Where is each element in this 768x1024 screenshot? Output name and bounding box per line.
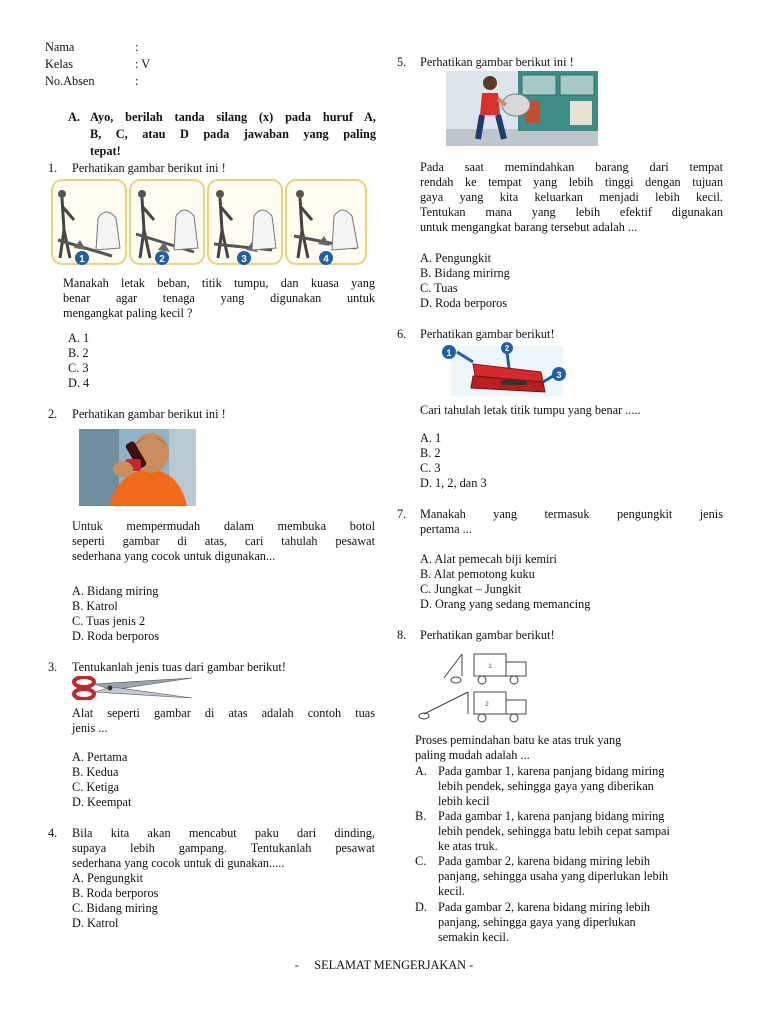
lever-panel-2 — [130, 180, 204, 264]
truck-loading-photo — [446, 71, 598, 146]
q1-prompt: Perhatikan gambar berikut ini ! — [72, 161, 226, 175]
truck-label-1: 1 — [488, 664, 492, 670]
q4-text-line-3: sederhana yang cocok untuk di gunakan..... — [72, 856, 285, 870]
q5-option-c[interactable]: C. Tuas — [420, 281, 458, 295]
q8-prompt: Perhatikan gambar berikut! — [420, 628, 555, 642]
nama-label: Nama — [45, 40, 75, 54]
stapler-figure — [439, 342, 569, 398]
q5-text-line-4: Tentukan mana yang lebih efektif digunakan — [420, 205, 723, 219]
q2-text-line-1: Untuk mempermudah dalam membuka botol — [72, 519, 375, 533]
q2-text-line-3: sederhana yang cocok untuk digunakan... — [72, 549, 276, 563]
q1-option-a[interactable]: A. 1 — [68, 331, 90, 345]
q2-text-line-2: seperti gambar di atas, cari tahulah pesawat — [72, 534, 375, 548]
q1-text-line-3: mengangkat paling kecil ? — [63, 306, 193, 320]
q3-option-b[interactable]: B. Kedua — [72, 765, 119, 779]
q8-option-b-line-1: Pada gambar 1, karena panjang bidang miring — [438, 809, 665, 823]
lever-badge-label-1: 1 — [79, 254, 85, 265]
q8-option-c-line-1: Pada gambar 2, karena bidang miring lebih — [438, 854, 651, 868]
q4-option-d[interactable]: D. Katrol — [72, 916, 119, 930]
q1-text-line-1: Manakah letak beban, titik tumpu, dan kuasa yang — [63, 276, 375, 290]
stapler-badge-label-2: 2 — [504, 344, 510, 353]
q8-number: 8. — [397, 628, 407, 642]
q2-option-c[interactable]: C. Tuas jenis 2 — [72, 614, 146, 628]
q4-text-line-2: supaya lebih gampang. Tentukanlah pesawat — [72, 841, 375, 855]
q3-prompt: Tentukanlah jenis tuas dari gambar berikut! — [72, 660, 286, 674]
q8-option-c-line-3: kecil. — [438, 884, 465, 898]
stapler-badge-label-3: 3 — [556, 370, 562, 380]
nama-colon: : — [135, 40, 139, 54]
q3-option-a[interactable]: A. Pertama — [72, 750, 128, 764]
q8-text-line-1: Proses pemindahan batu ke atas truk yang — [415, 733, 622, 747]
scissors-icon — [72, 676, 194, 700]
q4-text-line-1: Bila kita akan mencabut paku dari dinding, — [72, 826, 375, 840]
q5-text-line-3: gaya yang kita keluarkan menjadi lebih kecil. — [420, 190, 723, 204]
section-a-line-1: Ayo, berilah tanda silang (x) pada huruf A, — [90, 110, 376, 124]
q5-text-line-1: Pada saat memindahkan barang dari tempat — [420, 160, 723, 174]
q8-option-a-line-3: lebih kecil — [438, 794, 490, 808]
absen-label: No.Absen — [45, 74, 95, 88]
q5-option-d[interactable]: D. Roda berporos — [420, 296, 508, 310]
q1-option-c[interactable]: C. 3 — [68, 361, 89, 375]
q5-number: 5. — [397, 55, 407, 69]
q1-text-line-2: benar agar tenaga yang digunakan untuk — [63, 291, 375, 305]
stapler-badge-label-1: 1 — [446, 348, 452, 358]
q8-option-d-line-3: semakin kecil. — [438, 930, 510, 944]
q7-number: 7. — [397, 507, 407, 521]
q8-option-d-letter[interactable]: D. — [415, 900, 427, 914]
q6-option-a[interactable]: A. 1 — [420, 431, 442, 445]
q8-option-b-line-2: lebih pendek, sehingga batu lebih cepat sampai — [438, 824, 670, 838]
q1-option-b[interactable]: B. 2 — [68, 346, 89, 360]
q6-prompt: Perhatikan gambar berikut! — [420, 327, 555, 341]
section-a-letter: A. — [68, 110, 80, 124]
q2-prompt: Perhatikan gambar berikut ini ! — [72, 407, 226, 421]
lever-figure — [50, 178, 370, 268]
q8-option-a-letter[interactable]: A. — [415, 764, 427, 778]
q8-text-line-2: paling mudah adalah ... — [415, 748, 530, 762]
lever-badge-label-4: 4 — [323, 254, 329, 265]
lever-panel-1 — [52, 180, 126, 264]
q3-text-line-2: jenis ... — [72, 721, 108, 735]
q3-number: 3. — [48, 660, 58, 674]
q5-option-a[interactable]: A. Pengungkit — [420, 251, 492, 265]
q8-option-c-line-2: panjang, sehingga usaha yang diperlukan lebih — [438, 869, 669, 883]
q6-option-c[interactable]: C. 3 — [420, 461, 441, 475]
q1-number: 1. — [48, 161, 58, 175]
q1-option-d[interactable]: D. 4 — [68, 376, 90, 390]
q8-option-c-letter[interactable]: C. — [415, 854, 427, 868]
q3-option-c[interactable]: C. Ketiga — [72, 780, 120, 794]
q2-option-d[interactable]: D. Roda berporos — [72, 629, 160, 643]
q7-option-d[interactable]: D. Orang yang sedang memancing — [420, 597, 591, 611]
q3-text-line-1: Alat seperti gambar di atas adalah contoh tuas — [72, 706, 375, 720]
q7-option-a[interactable]: A. Alat pemecah biji kemiri — [420, 552, 557, 566]
q4-option-b[interactable]: B. Roda berporos — [72, 886, 159, 900]
q5-text-line-5: untuk mengangkat barang tersebut adalah ... — [420, 220, 638, 234]
q5-prompt: Perhatikan gambar berikut ini ! — [420, 55, 574, 69]
q8-option-b-letter[interactable]: B. — [415, 809, 427, 823]
section-a-line-3: tepat! — [90, 144, 121, 158]
q5-text-line-2: rendah ke tempat yang lebih tinggi dengan tujuan — [420, 175, 723, 189]
q6-text: Cari tahulah letak titik tumpu yang benar ..... — [420, 403, 641, 417]
q8-option-a-line-2: lebih pendek, sehingga gaya yang diberikan — [438, 779, 654, 793]
q6-option-d[interactable]: D. 1, 2, dan 3 — [420, 476, 487, 490]
q7-option-b[interactable]: B. Alat pemotong kuku — [420, 567, 535, 581]
q7-text-line-2: pertama ... — [420, 522, 472, 536]
q5-option-b[interactable]: B. Bidang mirirng — [420, 266, 510, 280]
lever-badge-label-2: 2 — [159, 254, 165, 265]
q7-text-line-1: Manakah yang termasuk pengungkit jenis — [420, 507, 723, 521]
q2-number: 2. — [48, 407, 58, 421]
kelas-value: : V — [135, 57, 151, 71]
boy-bottle-photo — [79, 429, 196, 506]
q4-number: 4. — [48, 826, 58, 840]
q2-option-b[interactable]: B. Katrol — [72, 599, 118, 613]
q4-option-a[interactable]: A. Pengungkit — [72, 871, 144, 885]
q7-option-c[interactable]: C. Jungkat – Jungkit — [420, 582, 522, 596]
q8-option-b-line-3: ke atas truk. — [438, 839, 498, 853]
q8-option-a-line-1: Pada gambar 1, karena panjang bidang miring — [438, 764, 665, 778]
q8-option-d-line-1: Pada gambar 2, karena bidang miring lebih — [438, 900, 651, 914]
q3-option-d[interactable]: D. Keempat — [72, 795, 132, 809]
q6-number: 6. — [397, 327, 407, 341]
q2-option-a[interactable]: A. Bidang miring — [72, 584, 159, 598]
q6-option-b[interactable]: B. 2 — [420, 446, 441, 460]
footer-text: - SELAMAT MENGERJAKAN - — [294, 958, 474, 972]
q4-option-c[interactable]: C. Bidang miring — [72, 901, 158, 915]
absen-colon: : — [135, 74, 139, 88]
lever-badge-label-3: 3 — [241, 254, 247, 265]
section-a-line-2: B, C, atau D pada jawaban yang paling — [90, 127, 376, 141]
truck-label-2: 2 — [485, 702, 489, 708]
kelas-label: Kelas — [45, 57, 73, 71]
q8-option-d-line-2: panjang, sehingga gaya yang diperlukan — [438, 915, 636, 929]
truck-ramp-diagram — [414, 650, 534, 724]
